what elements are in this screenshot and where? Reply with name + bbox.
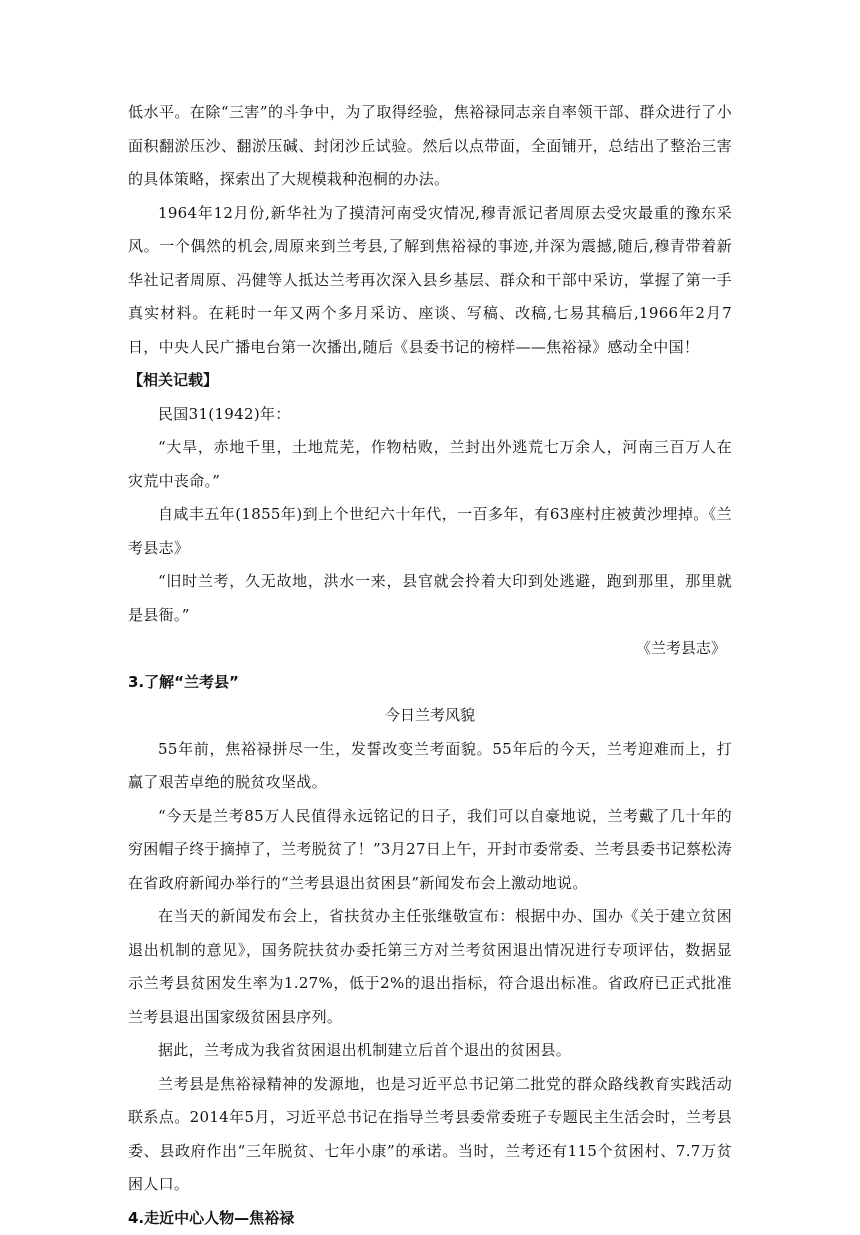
paragraph-xianfeng: 自咸丰五年(1855年)到上个世纪六十年代，一百多年，有63座村庄被黄沙埋掉。《兰考县志》 [128,498,732,565]
paragraph-1942: 民国31(1942)年： [128,398,732,432]
source-citation: 《兰考县志》 [128,632,732,666]
quote-cai-songtao: “今天是兰考85万人民值得永远铭记的日子，我们可以自豪地说，兰考戴了几十年的穷困帽子终于摘掉了，兰考脱贫了！”3月27日上午，开封市委常委、兰考县委书记蔡松涛在省政府新闻办举行的“兰考县退出贫困县”新闻发布会上激动地说。 [128,800,732,901]
paragraph-first-county: 据此，兰考成为我省贫困退出机制建立后首个退出的贫困县。 [128,1034,732,1068]
paragraph-55-years: 55年前，焦裕禄拼尽一生，发誓改变兰考面貌。55年后的今天，兰考迎难而上，打赢了艰苦卓绝的脱贫攻坚战。 [128,733,732,800]
document-page [128,96,732,1235]
paragraph-three-pests: 低水平。在除“三害”的斗争中，为了取得经验，焦裕禄同志亲自率领干部、群众进行了小面积翻淤压沙、翻淤压碱、封闭沙丘试验。然后以点带面，全面铺开，总结出了整治三害的具体策略，探索出了大规模栽种泡桐的办法。 [128,96,732,197]
section-3-heading: 3.了解“兰考县” [128,666,732,700]
related-records-heading: 【相关记载】 [128,364,732,398]
paragraph-jiao-spirit: 兰考县是焦裕禄精神的发源地，也是习近平总书记第二批党的群众路线教育实践活动联系点。2014年5月，习近平总书记在指导兰考县委常委班子专题民主生活会时，兰考县委、县政府作出“三年脱贫、七年小康”的承诺。当时，兰考还有115个贫困村、7.7万贫困人口。 [128,1068,732,1202]
quote-drought: “大旱，赤地千里，土地荒芜，作物枯败，兰封出外逃荒七万余人，河南三百万人在灾荒中丧命。” [128,431,732,498]
section-4-heading: 4.走近中心人物—焦裕禄 [128,1202,732,1235]
quote-old-lankao: “旧时兰考，久无故地，洪水一来，县官就会拎着大印到处逃避，跑到那里，那里就是县衙。” [128,565,732,632]
paragraph-press-conference: 在当天的新闻发布会上，省扶贫办主任张继敬宣布：根据中办、国办《关于建立贫困退出机制的意见》，国务院扶贫办委托第三方对兰考贫困退出情况进行专项评估，数据显示兰考县贫困发生率为1.27%，低于2%的退出指标，符合退出标准。省政府已正式批准兰考县退出国家级贫困县序列。 [128,900,732,1034]
article-title: 今日兰考风貌 [128,699,732,733]
paragraph-xinhua-1964: 1964年12月份,新华社为了摸清河南受灾情况,穆青派记者周原去受灾最重的豫东采风。一个偶然的机会,周原来到兰考县,了解到焦裕禄的事迹,并深为震撼,随后,穆青带着新华社记者周原、冯健等人抵达兰考再次深入县乡基层、群众和干部中采访，掌握了第一手真实材料。在耗时一年又两个多月采访、座谈、写稿、改稿,七易其稿后,1966年2月7日，中央人民广播电台第一次播出,随后《县委书记的榜样——焦裕禄》感动全中国！ [128,197,732,365]
